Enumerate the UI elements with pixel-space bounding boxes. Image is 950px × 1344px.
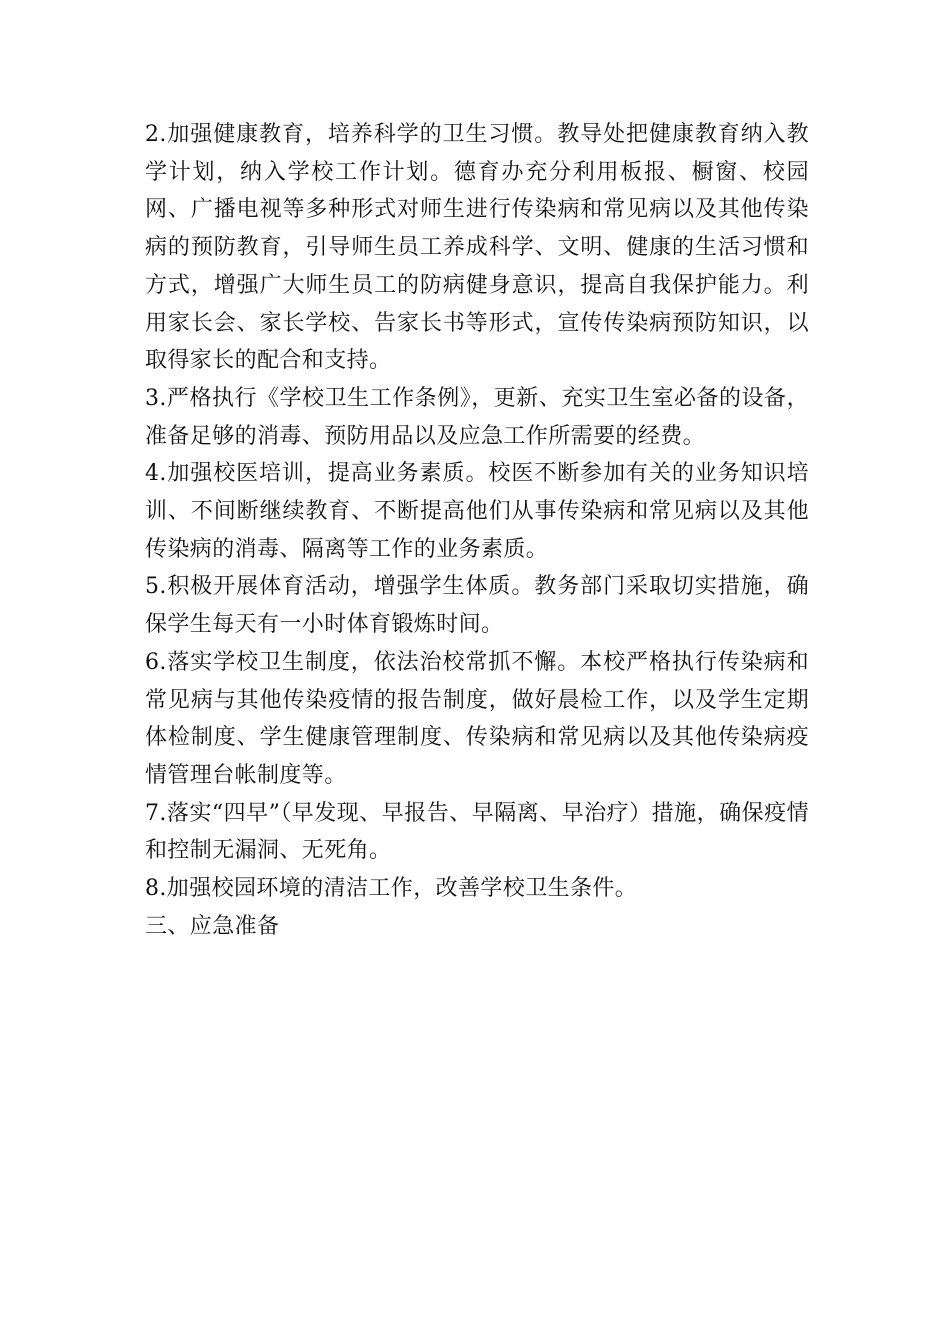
section-heading-emergency-preparation: 三、应急准备 bbox=[145, 913, 280, 939]
paragraph-campus-cleaning: 8.加强校园环境的清洁工作，改善学校卫生条件。 bbox=[145, 876, 638, 902]
paragraph-four-early-measures: 7.落实“四早”（早发现、早报告、早隔离、早治疗）措施，确保疫情和控制无漏洞、无死角。 bbox=[145, 800, 809, 864]
document-body bbox=[145, 116, 809, 945]
paragraph-physical-activities: 5.积极开展体育活动，增强学生体质。教务部门采取切实措施，确保学生每天有一小时体育锻炼时间。 bbox=[145, 574, 809, 638]
paragraph-health-education: 2.加强健康教育，培养科学的卫生习惯。教导处把健康教育纳入教学计划，纳入学校工作计划。德育办充分利用板报、橱窗、校园网、广播电视等多种形式对师生进行传染病和常见病以及其他传染病的预防教育，引导师生员工养成科学、文明、健康的生活习惯和方式，增强广大师生员工的防病健身意识，提高自我保护能力。利用家长会、家长学校、告家长书等形式，宣传传染病预防知识，以取得家长的配合和支持。 bbox=[145, 122, 809, 374]
paragraph-school-hygiene-regulations: 3.严格执行《学校卫生工作条例》，更新、充实卫生室必备的设备，准备足够的消毒、预防用品以及应急工作所需要的经费。 bbox=[145, 385, 809, 449]
paragraph-hygiene-system: 6.落实学校卫生制度，依法治校常抓不懈。本校严格执行传染病和常见病与其他传染疫情的报告制度，做好晨检工作，以及学生定期体检制度、学生健康管理制度、传染病和常见病以及其他传染病疫情管理台帐制度等。 bbox=[145, 649, 809, 788]
paragraph-school-doctor-training: 4.加强校医培训，提高业务素质。校医不断参加有关的业务知识培训、不间断继续教育、不断提高他们从事传染病和常见病以及其他传染病的消毒、隔离等工作的业务素质。 bbox=[145, 461, 809, 562]
